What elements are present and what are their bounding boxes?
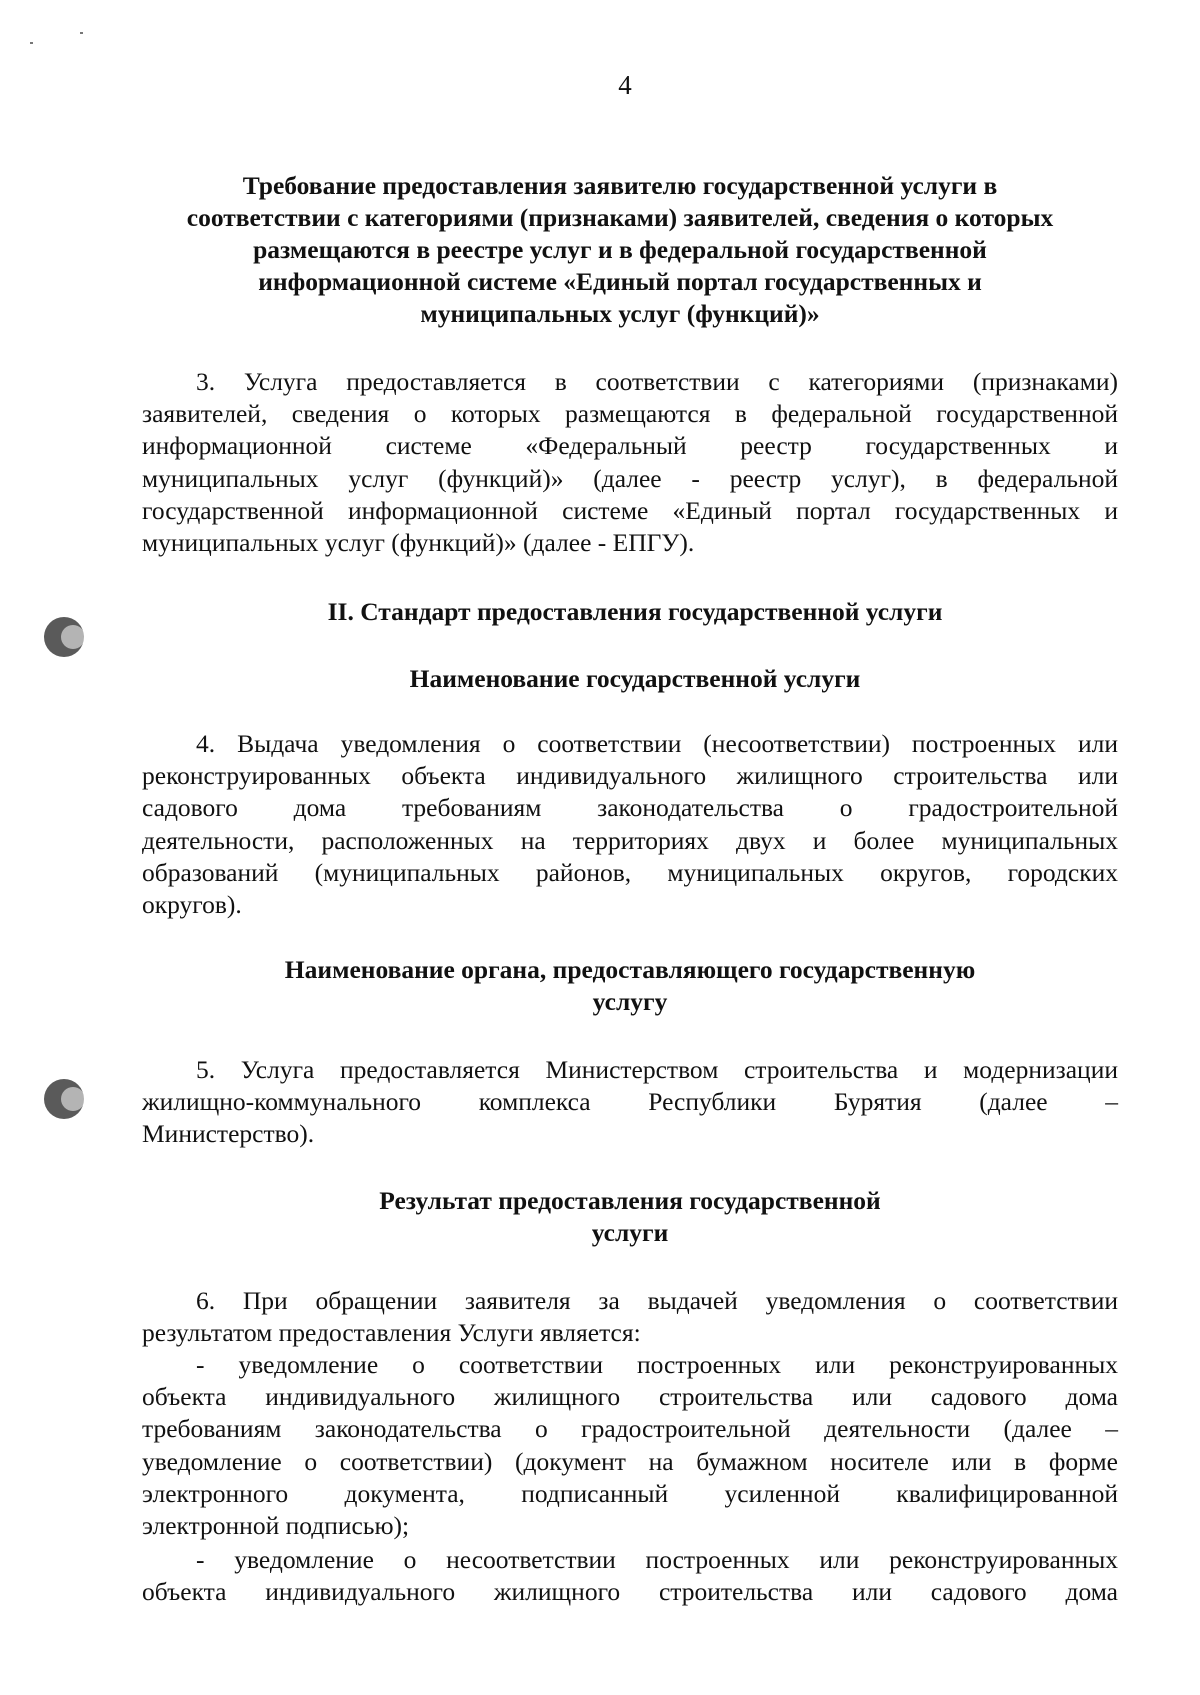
heading-result bbox=[130, 1185, 1130, 1249]
paragraph-line: жилищно-коммунального комплекса Республики Бурятия (далее – bbox=[142, 1087, 1118, 1117]
result-item-noncompliance bbox=[142, 1544, 1118, 1608]
heading-applicant-categories bbox=[130, 170, 1110, 330]
punch-hole-bottom bbox=[44, 1079, 84, 1119]
paragraph-line: садового дома требованиям законодательства о градостроительной bbox=[142, 793, 1118, 823]
heading-authority bbox=[130, 954, 1130, 1018]
heading-line: соответствии с категориями (признаками) заявителей, сведения о которых bbox=[186, 203, 1054, 232]
paragraph-line: образований (муниципальных районов, муниципальных округов, городских bbox=[142, 857, 1118, 887]
scan-speck bbox=[30, 42, 33, 44]
heading-line: Требование предоставления заявителю государственной услуги в bbox=[242, 171, 998, 200]
paragraph-line: 5. Услуга предоставляется Министерством строительства и модернизации bbox=[196, 1055, 1118, 1084]
paragraph-line: объекта индивидуального жилищного строительства или садового дома bbox=[142, 1382, 1118, 1412]
page-number: 4 bbox=[618, 70, 632, 100]
heading-line: муниципальных услуг (функций)» bbox=[420, 299, 820, 328]
paragraph-line: требованиям законодательства о градостроительной деятельности (далее – bbox=[142, 1414, 1118, 1444]
heading-line: услугу bbox=[592, 987, 668, 1016]
paragraph-3 bbox=[142, 366, 1118, 559]
paragraph-line: результатом предоставления Услуги является: bbox=[142, 1318, 641, 1348]
heading-line: Результат предоставления государственной bbox=[379, 1186, 881, 1215]
heading-line: информационной системе «Единый портал государственных и bbox=[258, 267, 982, 296]
paragraph-4 bbox=[142, 728, 1118, 921]
paragraph-line: информационной системе «Федеральный реестр государственных и bbox=[142, 431, 1118, 461]
paragraph-line: деятельности, расположенных на территориях двух и более муниципальных bbox=[142, 825, 1118, 855]
paragraph-line: уведомление о соответствии) (документ на бумажном носителе или в форме bbox=[142, 1446, 1118, 1476]
section-2-title: II. Стандарт предоставления государственной услуги bbox=[327, 597, 943, 626]
result-item-compliance bbox=[142, 1349, 1118, 1542]
punch-hole-top bbox=[44, 617, 84, 657]
paragraph-line: заявителей, сведения о которых размещаются в федеральной государственной bbox=[142, 399, 1118, 429]
paragraph-line: 4. Выдача уведомления о соответствии (несоответствии) построенных или bbox=[196, 729, 1118, 758]
heading-line: Наименование органа, предоставляющего государственную bbox=[284, 955, 976, 984]
paragraph-6 bbox=[142, 1285, 1118, 1349]
paragraph-line: округов). bbox=[142, 890, 242, 920]
paragraph-line: муниципальных услуг (функций)» (далее - реестр услуг), в федеральной bbox=[142, 463, 1118, 493]
paragraph-line: электронной подписью); bbox=[142, 1511, 410, 1541]
heading-line: услуги bbox=[591, 1218, 669, 1247]
paragraph-5 bbox=[142, 1054, 1118, 1151]
paragraph-line: 3. Услуга предоставляется в соответствии с категориями (признаками) bbox=[196, 367, 1118, 396]
paragraph-line: - уведомление о несоответствии построенных или реконструированных bbox=[196, 1545, 1118, 1574]
heading-line: размещаются в реестре услуг и в федеральной государственной bbox=[253, 235, 987, 264]
paragraph-line: государственной информационной системе «Единый портал государственных и bbox=[142, 495, 1118, 525]
paragraph-line: Министерство). bbox=[142, 1119, 315, 1149]
paragraph-line: объекта индивидуального жилищного строительства или садового дома bbox=[142, 1577, 1118, 1607]
paragraph-line: муниципальных услуг (функций)» (далее - ЕПГУ). bbox=[142, 528, 695, 558]
paragraph-line: реконструированных объекта индивидуального жилищного строительства или bbox=[142, 761, 1118, 791]
paragraph-line: 6. При обращении заявителя за выдачей уведомления о соответствии bbox=[196, 1286, 1118, 1315]
heading-service-name: Наименование государственной услуги bbox=[409, 664, 861, 693]
paragraph-line: - уведомление о соответствии построенных или реконструированных bbox=[196, 1350, 1118, 1379]
scan-speck bbox=[80, 32, 83, 34]
paragraph-line: электронного документа, подписанный усиленной квалифицированной bbox=[142, 1478, 1118, 1508]
